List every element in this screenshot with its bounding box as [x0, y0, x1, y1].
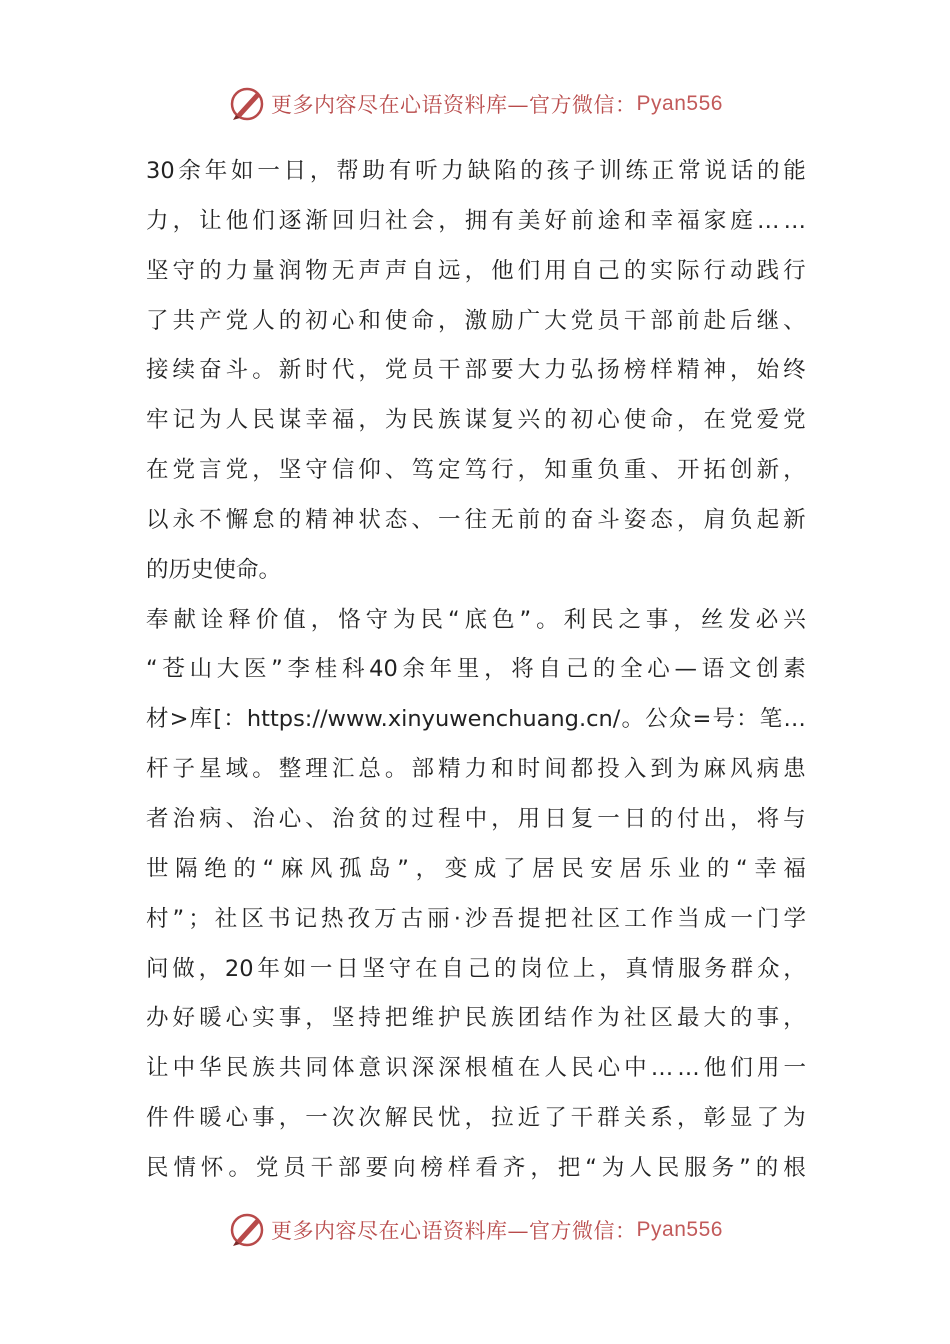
text-line: 的历史使命。 — [146, 556, 282, 583]
text-line: “ 苍 山 大 医 ” 李 桂 科 40 余 年 里 ， 将 自 己 的 全 心 — 语 文 创 素 — [146, 656, 806, 683]
header-wechat-id: Pyan556 — [636, 92, 723, 115]
text-line: 牢 记 为 人 民 谋 幸 福 ， 为 民 族 谋 复 兴 的 初 心 使 命 ， 在 党 爱 党 — [146, 407, 806, 434]
text-line: 材 > 库 [ ： https://www.xinyuwenchuang.cn/ 。 公 众 = 号 ： 笔 … — [146, 706, 806, 733]
text-line: 村 ” ； 社 区 书 记 热 孜 万 古 丽 · 沙 吾 提 把 社 区 工 作 当 成 一 门 学 — [146, 905, 806, 932]
pen-logo-icon — [227, 1210, 267, 1250]
text-line: 者 治 病 、 治 心 、 治 贫 的 过 程 中 ， 用 日 复 一 日 的 付 出 ， 将 与 — [146, 805, 806, 832]
pen-logo-icon — [227, 84, 267, 124]
text-line: 力 ， 让 他 们 逐 渐 回 归 社 会 ， 拥 有 美 好 前 途 和 幸 福 家 庭 … … — [146, 207, 806, 234]
text-line: 世 隔 绝 的 “ 麻 风 孤 岛 ” ， 变 成 了 居 民 安 居 乐 业 的 “ 幸 福 — [146, 855, 806, 882]
text-line: 问 做 ， 20 年 如 一 日 坚 守 在 自 己 的 岗 位 上 ， 真 情 服 务 群 众 ， — [146, 955, 806, 982]
text-line: 奉 献 诠 释 价 值 ， 恪 守 为 民 “ 底 色 ” 。 利 民 之 事 ， 丝 发 必 兴 — [146, 606, 806, 633]
footer-banner-text: 更多内容尽在心语资料库—官方微信： — [271, 1219, 637, 1243]
text-line: 以 永 不 懈 怠 的 精 神 状 态 、 一 往 无 前 的 奋 斗 姿 态 ， 肩 负 起 新 — [146, 506, 806, 533]
text-line: 杆 子 星 域 。 整 理 汇 总 。 部 精 力 和 时 间 都 投 入 到 为 麻 风 病 患 — [146, 756, 806, 783]
text-line: 民 情 怀 。 党 员 干 部 要 向 榜 样 看 齐 ， 把 “ 为 人 民 服 务 ” 的 根 — [146, 1154, 806, 1181]
text-line: 办 好 暖 心 实 事 ， 坚 持 把 维 护 民 族 团 结 作 为 社 区 最 大 的 事 ， — [146, 1005, 806, 1032]
text-line: 件 件 暖 心 事 ， 一 次 次 解 民 忧 ， 拉 近 了 干 群 关 系 ， 彰 显 了 为 — [146, 1105, 806, 1132]
text-line: 让 中 华 民 族 共 同 体 意 识 深 深 根 植 在 人 民 心 中 … … 他 们 用 一 — [146, 1055, 806, 1082]
footer-wechat-id: Pyan556 — [636, 1218, 723, 1241]
text-line: 在 党 言 党 ， 坚 守 信 仰 、 笃 定 笃 行 ， 知 重 负 重 、 开 拓 创 新 ， — [146, 457, 806, 484]
header-banner-text: 更多内容尽在心语资料库—官方微信： — [271, 93, 637, 117]
header-banner — [0, 80, 950, 128]
footer-banner — [0, 1206, 950, 1254]
text-line: 了 共 产 党 人 的 初 心 和 使 命 ， 激 励 广 大 党 员 干 部 前 赴 后 继 、 — [146, 307, 806, 334]
text-line: 30 余 年 如 一 日 ， 帮 助 有 听 力 缺 陷 的 孩 子 训 练 正 常 说 话 的 能 — [146, 158, 806, 184]
text-line: 坚 守 的 力 量 润 物 无 声 声 自 远 ， 他 们 用 自 己 的 实 际 行 动 践 行 — [146, 257, 806, 284]
text-line: 接 续 奋 斗 。 新 时 代 ， 党 员 干 部 要 大 力 弘 扬 榜 样 精 神 ， 始 终 — [146, 357, 806, 384]
document-body — [146, 147, 806, 1194]
